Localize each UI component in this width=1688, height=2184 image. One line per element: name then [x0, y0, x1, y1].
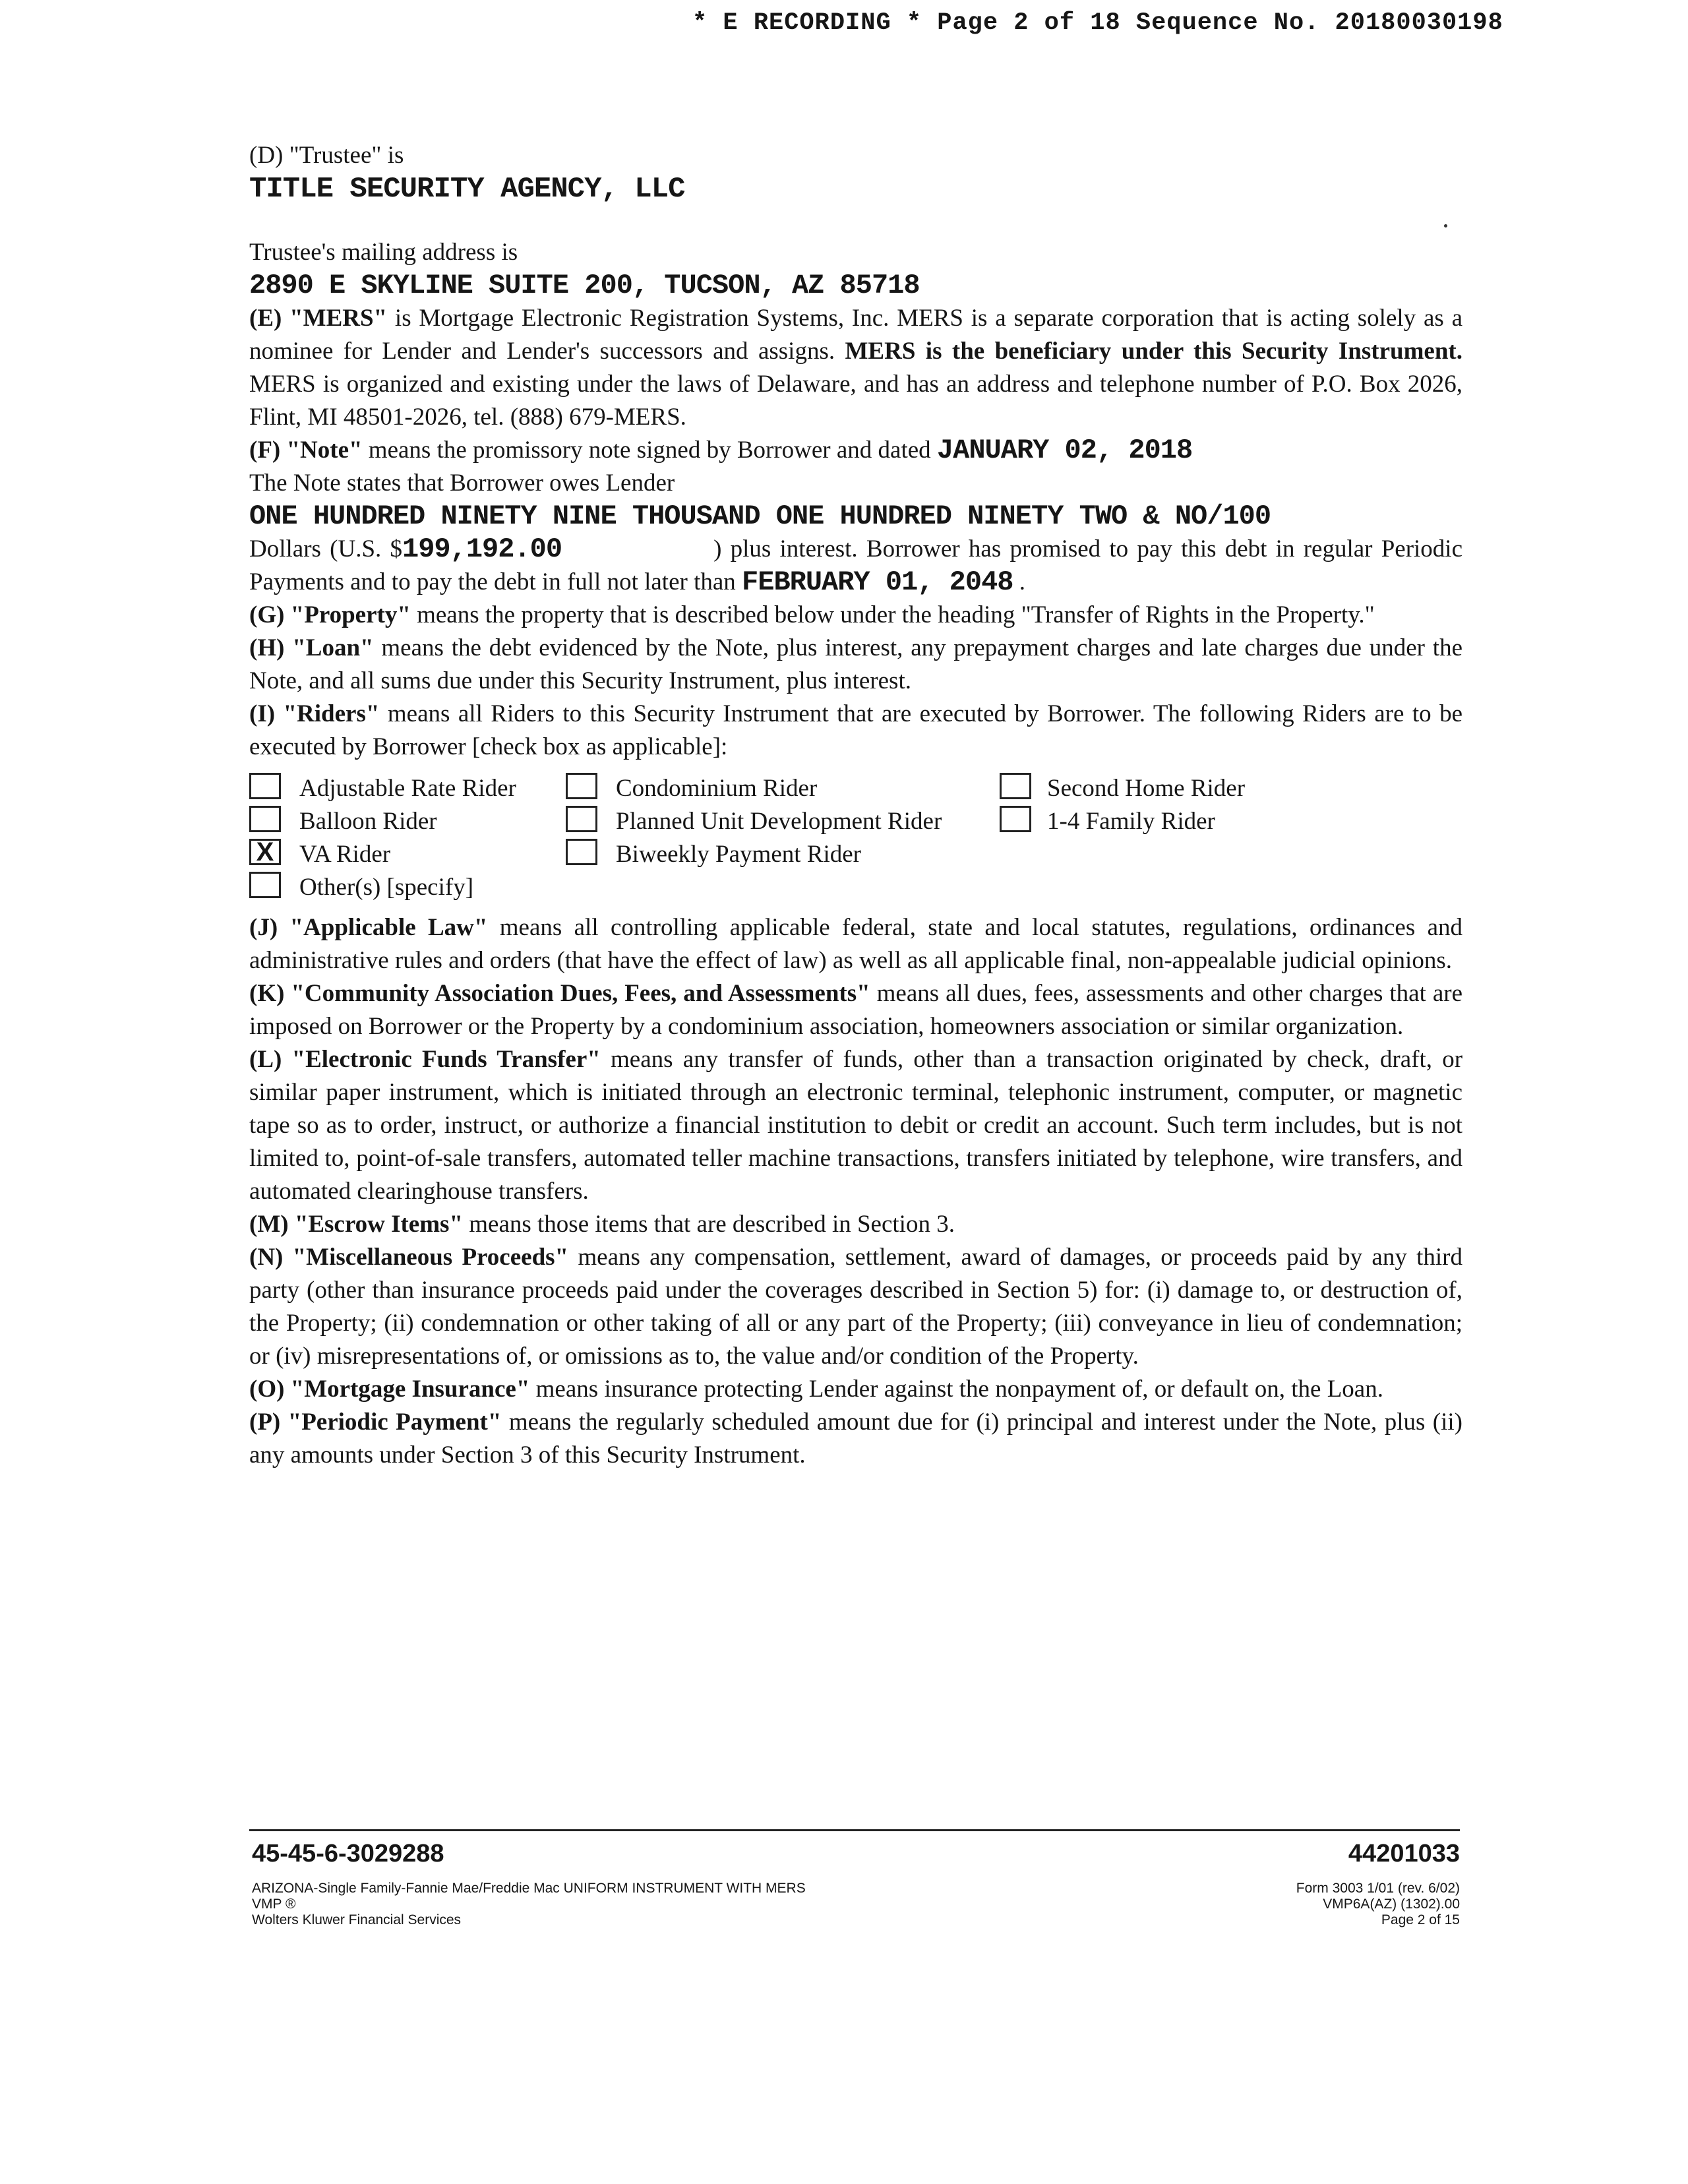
amount-words: ONE HUNDRED NINETY NINE THOUSAND ONE HUNDRED NINETY TWO & NO/100 — [249, 501, 1271, 532]
definition-escrow-items: (M) "Escrow Items" means those items that are described in Section 3. — [249, 1211, 955, 1238]
checkbox-second-home-rider[interactable] — [1000, 773, 1031, 799]
checkbox-planned-unit-development-rider[interactable] — [566, 806, 597, 832]
definition-community-association-dues: (K) "Community Association Dues, Fees, and Assessments" means all dues, fees, assessments and other charges that are imposed on Borrower or the Property by a condominium association, homeowners association or similar organization. — [249, 980, 1462, 1040]
checkbox-1-4-family-rider[interactable] — [1000, 806, 1031, 832]
footer-form-info: ARIZONA-Single Family-Fannie Mae/Freddie Mac UNIFORM INSTRUMENT WITH MERS VMP ® Wolters Kluwer Financial Services — [252, 1881, 806, 1927]
checkbox-other-rider[interactable] — [249, 872, 281, 898]
rider-label: Adjustable Rate Rider — [299, 775, 516, 802]
definition-property: (G) "Property" means the property that is described below under the heading "Transfer of Rights in the Property." — [249, 601, 1375, 628]
rider-label: VA Rider — [299, 841, 391, 868]
rider-label: 1-4 Family Rider — [1047, 808, 1215, 835]
footer-form-number: Form 3003 1/01 (rev. 6/02) VMP6A(AZ) (1302).00 Page 2 of 15 — [1296, 1881, 1460, 1927]
definition-electronic-funds-transfer: (L) "Electronic Funds Transfer" means any transfer of funds, other than a transaction originated by check, draft, or similar paper instrument, which is initiated through an electronic terminal, telephonic instrument, computer, or magnetic tape so as to order, instruct, or authorize a financial institution to debit or credit an account. Such term includes, but is not limited to, point-of-sale transfers, automated teller machine transactions, transfers initiated by telephone, wire transfers, and automated clearinghouse transfers. — [249, 1046, 1463, 1205]
note-owes: The Note states that Borrower owes Lender — [249, 470, 675, 497]
maturity-date: FEBRUARY 01, 2048 — [742, 566, 1013, 598]
definition-mortgage-insurance: (O) "Mortgage Insurance" means insurance protecting Lender against the nonpayment of, or default on, the Loan. — [249, 1376, 1383, 1403]
rider-label: Second Home Rider — [1047, 775, 1246, 802]
document-body — [249, 236, 1462, 1472]
rider-label: Planned Unit Development Rider — [616, 808, 942, 835]
definition-applicable-law: (J) "Applicable Law" means all controlling applicable federal, state and local statutes, regulations, ordinances and administrative rules and orders (that have the effect of law) as well as all applicable final, non-appealable judicial opinions. — [249, 914, 1462, 974]
footer-divider — [249, 1829, 1460, 1831]
checkbox-adjustable-rate-rider[interactable] — [249, 773, 281, 799]
definition-note: (F) "Note" means the promissory note signed by Borrower and dated JANUARY 02, 2018 — [249, 435, 1193, 466]
checkbox-condominium-rider[interactable] — [566, 773, 597, 799]
note-dollars: Dollars (U.S. $199,192.00 ) plus interest. Borrower has promised to pay this debt in regular Periodic Payments and to pay the debt in full not later than FEBRUARY 01, 2048 . — [249, 533, 1462, 598]
footer-document-id: 44201033 — [1348, 1840, 1460, 1867]
checkbox-biweekly-payment-rider[interactable] — [566, 839, 597, 865]
trustee-mailing-label: Trustee's mailing address is — [249, 239, 518, 266]
trustee-address: 2890 E SKYLINE SUITE 200, TUCSON, AZ 85718 — [249, 270, 920, 301]
note-date: JANUARY 02, 2018 — [936, 435, 1193, 466]
rider-label: Biweekly Payment Rider — [616, 841, 861, 868]
rider-label: Balloon Rider — [299, 808, 437, 835]
definition-riders: (I) "Riders" means all Riders to this Security Instrument that are executed by Borrower. The following Riders are to be executed by Borrower [check box as applicable]: — [249, 700, 1462, 760]
checkbox-va-rider[interactable]: X — [249, 839, 281, 865]
footer-loan-number: 45-45-6-3029288 — [252, 1840, 444, 1867]
definition-mers: (E) "MERS" is Mortgage Electronic Registration Systems, Inc. MERS is a separate corporation that is acting solely as a nominee for Lender and Lender's successors and assigns. MERS is the beneficiary under this Security Instrument. MERS is organized and existing under the laws of Delaware, and has an address and telephone number of P.O. Box 2026, Flint, MI 48501-2026, tel. (888) 679-MERS. — [249, 305, 1462, 431]
stray-mark — [1444, 224, 1447, 228]
riders-checklist — [249, 773, 1462, 911]
loan-amount: 199,192.00 — [402, 533, 562, 565]
definition-periodic-payment: (P) "Periodic Payment" means the regularly scheduled amount due for (i) principal and interest under the Note, plus (ii) any amounts under Section 3 of this Security Instrument. — [249, 1409, 1462, 1469]
recording-header: * E RECORDING * Page 2 of 18 Sequence No. 20180030198 — [692, 9, 1503, 37]
definition-loan: (H) "Loan" means the debt evidenced by the Note, plus interest, any prepayment charges and late charges due under the Note, and all sums due under this Security Instrument, plus interest. — [249, 634, 1463, 694]
trustee-name: TITLE SECURITY AGENCY, LLC — [249, 173, 685, 206]
checkbox-balloon-rider[interactable] — [249, 806, 281, 832]
rider-label: Condominium Rider — [616, 775, 818, 802]
trustee-label: (D) "Trustee" is — [249, 142, 404, 169]
rider-label: Other(s) [specify] — [299, 874, 474, 901]
definition-miscellaneous-proceeds: (N) "Miscellaneous Proceeds" means any compensation, settlement, award of damages, or proceeds paid by any third party (other than insurance proceeds paid under the coverages described in Section 5) for: (i) damage to, or destruction of, the Property; (ii) condemnation or other taking of all or any part of the Property; (iii) conveyance in lieu of condemnation; or (iv) misrepresentations of, or omissions as to, the value and/or condition of the Property. — [249, 1244, 1462, 1370]
